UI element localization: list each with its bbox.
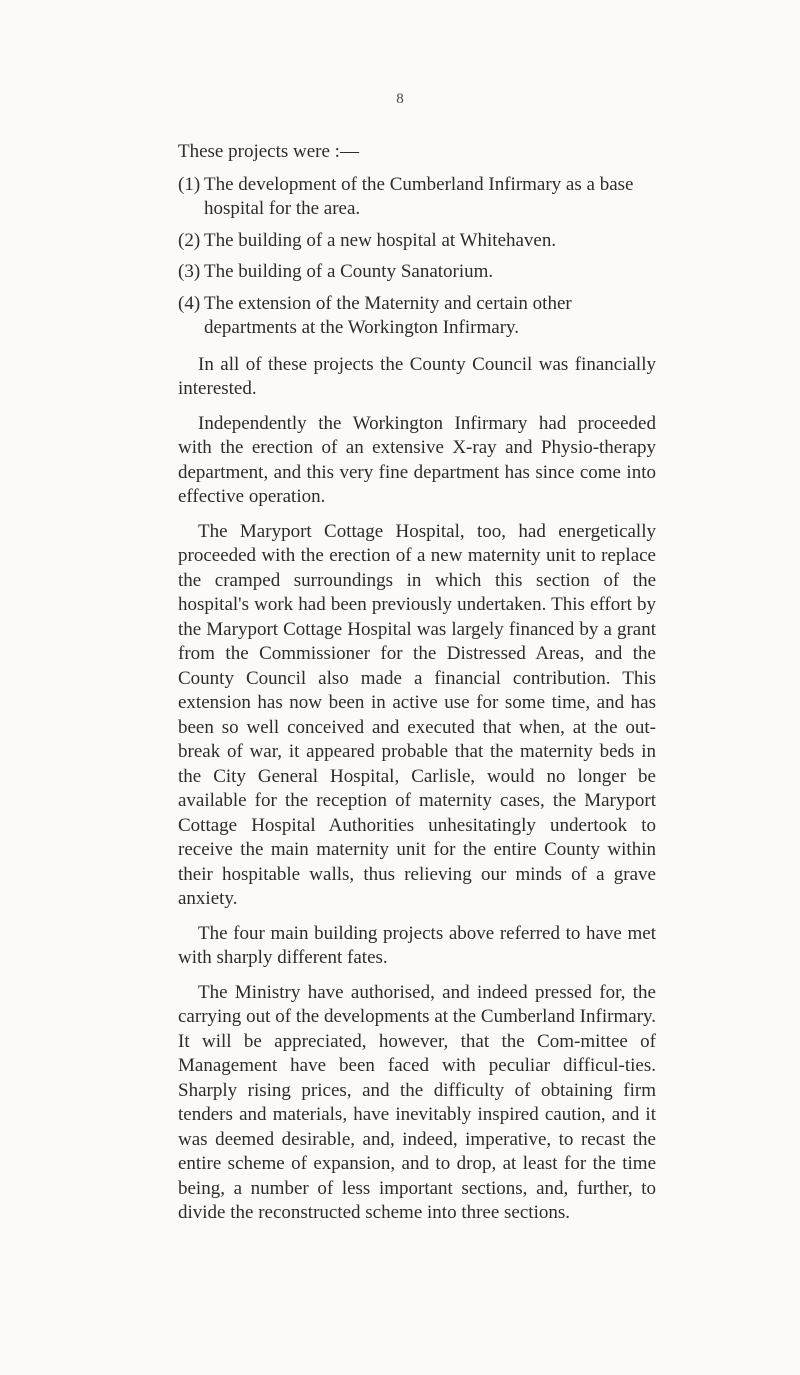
paragraph-maryport-maternity: The Maryport Cottage Hospital, too, had energetically proceeded with the erection of a new maternity unit to replace the cramped surroundings in which this section of the hospital's work had been previously undertaken. This effort by the Maryport Cottage Hospital was largely financed by a grant from the Commissioner for the Distressed Areas, and the County Council also made a financial contribution. This extension has now been in active use for some time, and has been so well conceived and executed that when, at the out-break of war, it appeared probable that the maternity beds in the City General Hospital, Carlisle, would no longer be available for the reception of maternity cases, the Maryport Cottage Hospital Authorities unhesitatingly undertook to receive the main maternity unit for the entire County within their hospitable walls, thus relieving our minds of a grave anxiety. [178, 520, 656, 909]
paragraph-ministry: The Ministry have authorised, and indeed pressed for, the carrying out of the developments at the Cumberland Infirmary. It will be appreciated, however, that the Com-mittee of Management have been faced with peculiar difficul-ties. Sharply rising prices, and the difficulty of obtaining firm tenders and materials, have inevitably inspired caution, and it was deemed desirable, and, indeed, imperative, to recast the entire scheme of expansion, and to drop, at least for the time being, a number of less important sections, and, further, to divide the reconstructed scheme into three sections. [178, 981, 656, 1223]
list-item [178, 173, 656, 222]
paragraph-county-council: In all of these projects the County Council was financially interested. [178, 353, 656, 399]
paragraph-workington-xray: Independently the Workington Infirmary had proceeded with the erection of an extensive X-ray and Physio-therapy department, and this very fine department has since come into effective operation. [178, 412, 656, 507]
list-item-text: The building of a new hospital at Whitehaven. [204, 229, 557, 251]
list-item [178, 260, 656, 285]
projects-intro: These projects were :— [178, 141, 359, 162]
list-item-number: (4) [178, 292, 201, 314]
page-body [178, 140, 656, 1226]
list-item-text: The development of the Cumberland Infirmary as a base hospital for the area. [204, 173, 634, 219]
list-item-number: (2) [178, 229, 201, 251]
paragraph-four-projects: The four main building projects above referred to have met with sharply different fates. [178, 922, 656, 968]
list-item-number: (3) [178, 261, 201, 282]
list-item-text: The extension of the Maternity and certain other departments at the Workington Infirmary. [204, 292, 572, 338]
page-number: 8 [396, 91, 404, 107]
list-item [178, 229, 656, 254]
projects-list [178, 173, 656, 341]
list-item-number: (1) [178, 173, 201, 195]
list-item-text: The building of a County Sanatorium. [204, 261, 494, 282]
list-item [178, 292, 656, 341]
